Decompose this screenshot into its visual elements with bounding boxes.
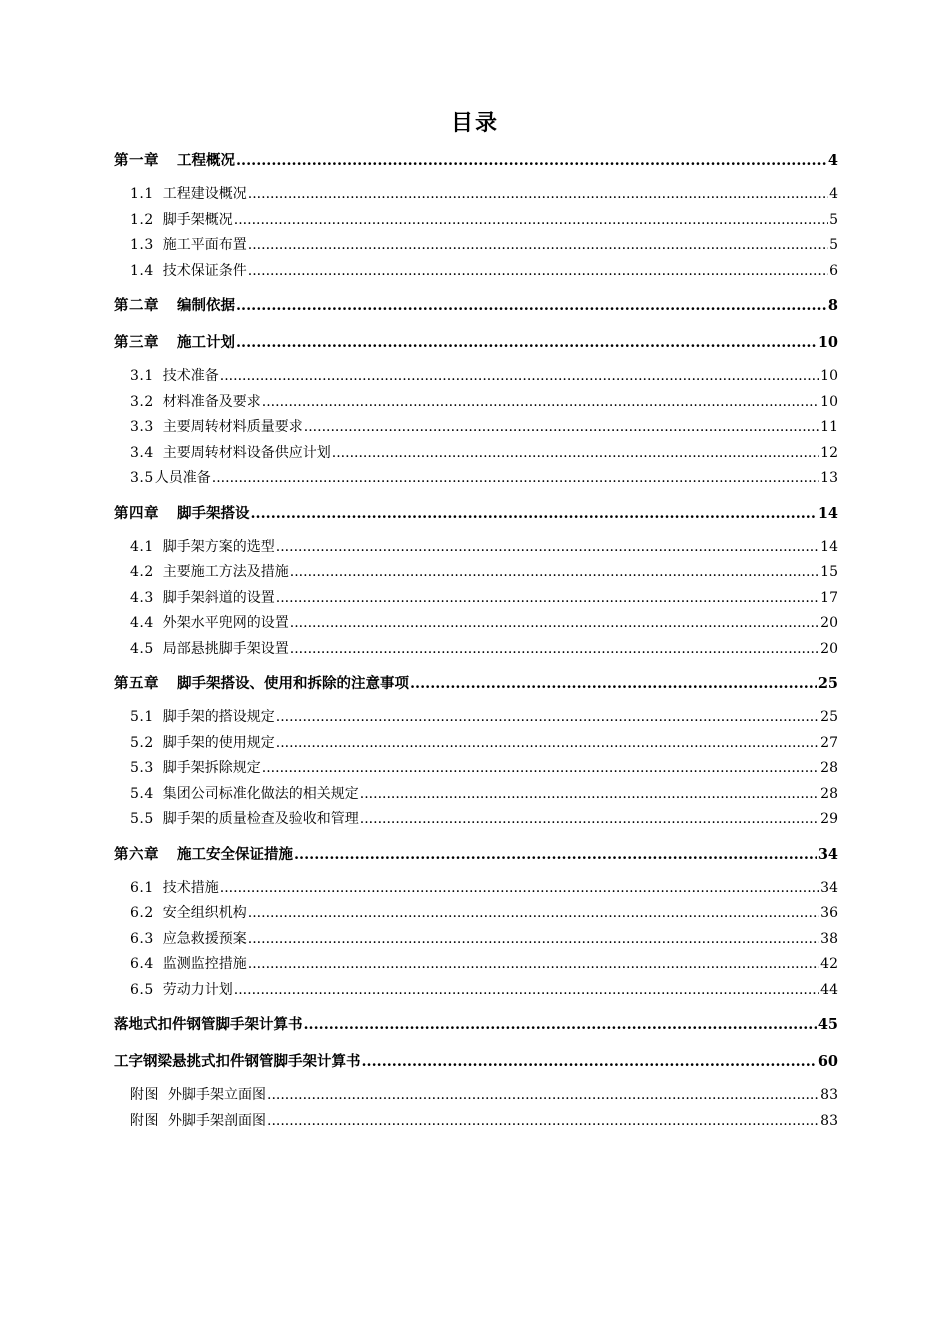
toc-entry-label: 施工计划	[177, 334, 235, 351]
toc-entry-label: 外架水平兜网的设置	[162, 615, 289, 631]
toc-dot-leader	[220, 364, 819, 390]
toc-section-entry[interactable]	[114, 586, 838, 612]
toc-dot-leader	[410, 671, 817, 697]
toc-dot-leader	[290, 611, 819, 637]
toc-entry-number: 4.4	[130, 615, 154, 631]
toc-entry-number: 4.5	[130, 640, 154, 657]
toc-page-number: 10	[820, 368, 838, 384]
toc-section-entry[interactable]	[114, 901, 838, 927]
toc-entry-label: 材料准备及要求	[162, 393, 261, 410]
toc-entry-number: 5.3	[130, 760, 154, 776]
toc-entry-label: 脚手架概况	[162, 211, 233, 228]
toc-chapter-entry[interactable]	[114, 1012, 838, 1038]
toc-page-number: 29	[820, 811, 838, 827]
toc-entry-label: 外脚手架立面图	[168, 1087, 266, 1103]
toc-section-entry[interactable]	[114, 782, 838, 808]
toc-page-number: 10	[817, 334, 838, 351]
toc-section-entry[interactable]	[114, 807, 838, 833]
toc-page-number: 17	[820, 589, 838, 606]
toc-page-number: 10	[820, 393, 838, 410]
toc-page-number: 13	[820, 470, 838, 486]
toc-entry-number: 3.4	[130, 444, 154, 461]
toc-dot-leader	[248, 927, 819, 953]
toc-entry-label: 局部悬挑脚手架设置	[162, 640, 289, 657]
toc-entry-label: 外脚手架剖面图	[168, 1112, 266, 1129]
toc-entry-number: 6.2	[130, 905, 154, 921]
toc-entry-number: 4.2	[130, 564, 154, 580]
toc-chapter-entry[interactable]	[114, 293, 838, 319]
toc-page-number: 5	[829, 237, 838, 253]
toc-page-number: 14	[820, 538, 838, 555]
toc-chapter-entry[interactable]	[114, 671, 838, 697]
toc-page-number: 20	[820, 615, 838, 631]
toc-entry-number: 1.3	[130, 237, 154, 253]
toc-page-number: 12	[820, 444, 838, 461]
toc-section-entry[interactable]	[114, 415, 838, 441]
toc-chapter-entry[interactable]	[114, 1049, 838, 1075]
toc-entry-number: 5.1	[130, 709, 154, 725]
toc-page-number: 5	[829, 211, 838, 228]
toc-page-number: 34	[817, 845, 838, 863]
toc-dot-leader	[262, 756, 819, 782]
toc-entry-label: 技术准备	[162, 368, 219, 384]
toc-entry-label: 脚手架的使用规定	[162, 734, 275, 751]
toc-dot-leader	[294, 842, 817, 868]
toc-entry-label: 劳动力计划	[162, 981, 233, 998]
toc-section-entry[interactable]	[114, 259, 838, 285]
toc-entry-label: 集团公司标准化做法的相关规定	[162, 785, 359, 802]
toc-entry-number: 第六章	[114, 845, 159, 863]
toc-dot-leader	[332, 441, 819, 467]
toc-entry-label: 施工平面布置	[162, 237, 247, 253]
toc-page-number: 14	[817, 504, 838, 522]
toc-dot-leader	[220, 876, 819, 902]
toc-dot-leader	[360, 782, 819, 808]
toc-page-number: 34	[820, 879, 838, 896]
toc-entry-number: 4.3	[130, 589, 154, 606]
toc-page-number: 4	[829, 186, 838, 202]
toc-section-entry[interactable]	[114, 466, 838, 492]
toc-section-entry[interactable]	[114, 637, 838, 663]
toc-page-number: 44	[820, 981, 838, 998]
toc-entry-label: 脚手架搭设、使用和拆除的注意事项	[177, 675, 409, 692]
toc-page-number: 83	[820, 1112, 838, 1129]
toc-dot-leader	[248, 952, 819, 978]
toc-chapter-entry[interactable]	[114, 330, 838, 356]
toc-section-entry[interactable]	[114, 1083, 838, 1109]
toc-entry-label: 脚手架斜道的设置	[162, 589, 275, 606]
toc-entry-number: 5.4	[130, 785, 154, 802]
toc-entry-number: 3.2	[130, 393, 154, 410]
toc-entry-label: 脚手架拆除规定	[162, 760, 261, 776]
toc-page-number: 25	[817, 675, 838, 692]
toc-section-entry[interactable]	[114, 756, 838, 782]
toc-section-entry[interactable]	[114, 876, 838, 902]
toc-dot-leader	[234, 978, 819, 1004]
toc-entry-label: 安全组织机构	[162, 905, 247, 921]
toc-section-entry[interactable]	[114, 560, 838, 586]
toc-entry-number: 5.5	[130, 811, 154, 827]
toc-entry-number: 1.1	[130, 186, 154, 202]
toc-dot-leader	[236, 148, 827, 174]
toc-entry-number: 1.4	[130, 262, 154, 279]
toc-entry-number: 第三章	[114, 334, 159, 351]
page-title: 目录	[450, 110, 499, 136]
toc-page-number: 60	[817, 1053, 838, 1070]
toc-entry-number: 5.2	[130, 734, 154, 751]
table-of-contents	[114, 148, 838, 1134]
toc-section-entry[interactable]	[114, 978, 838, 1004]
toc-section-entry[interactable]	[114, 927, 838, 953]
toc-dot-leader	[360, 807, 819, 833]
toc-dot-leader	[248, 259, 828, 285]
toc-page-number: 28	[820, 785, 838, 802]
toc-dot-leader	[248, 182, 828, 208]
toc-entry-number: 6.1	[130, 879, 154, 896]
toc-entry-label: 主要周转材料质量要求	[162, 419, 303, 435]
toc-dot-leader	[276, 535, 819, 561]
toc-page-number: 28	[820, 760, 838, 776]
toc-dot-leader	[262, 390, 819, 416]
toc-dot-leader	[362, 1049, 817, 1075]
toc-entry-label: 主要周转材料设备供应计划	[162, 444, 331, 461]
toc-page-number: 83	[820, 1087, 838, 1103]
toc-entry-number: 附图	[130, 1087, 159, 1103]
toc-section-entry[interactable]	[114, 731, 838, 757]
toc-entry-label: 工程建设概况	[162, 186, 247, 202]
toc-entry-label: 脚手架方案的选型	[162, 538, 275, 555]
toc-entry-number: 6.4	[130, 956, 154, 972]
toc-section-entry[interactable]	[114, 182, 838, 208]
toc-section-entry[interactable]	[114, 611, 838, 637]
toc-entry-number: 第五章	[114, 675, 159, 692]
toc-entry-label: 脚手架的质量检查及验收和管理	[162, 811, 359, 827]
toc-entry-label: 工字钢梁悬挑式扣件钢管脚手架计算书	[114, 1053, 361, 1070]
toc-page-number: 8	[827, 297, 838, 314]
toc-section-entry[interactable]	[114, 441, 838, 467]
toc-entry-number: 第四章	[114, 504, 159, 522]
toc-dot-leader	[304, 415, 819, 441]
toc-entry-label: 主要施工方法及措施	[162, 564, 289, 580]
toc-section-entry[interactable]	[114, 233, 838, 259]
toc-dot-leader	[236, 330, 817, 356]
toc-page-number: 20	[820, 640, 838, 657]
toc-section-entry[interactable]	[114, 364, 838, 390]
toc-entry-label: 编制依据	[177, 297, 235, 314]
toc-entry-label: 工程概况	[177, 152, 235, 169]
toc-entry-number: 4.1	[130, 538, 154, 555]
toc-dot-leader	[290, 637, 819, 663]
toc-entry-number: 第二章	[114, 297, 159, 314]
toc-dot-leader	[212, 466, 819, 492]
toc-entry-label: 应急救援预案	[162, 930, 247, 947]
toc-dot-leader	[267, 1083, 819, 1109]
toc-page-number: 11	[820, 419, 838, 435]
toc-section-entry[interactable]	[114, 208, 838, 234]
toc-entry-label: 人员准备	[154, 470, 211, 486]
toc-page-number: 6	[829, 262, 838, 279]
toc-dot-leader	[276, 731, 819, 757]
toc-chapter-entry[interactable]	[114, 501, 838, 527]
toc-dot-leader	[251, 501, 817, 527]
toc-dot-leader	[248, 901, 819, 927]
toc-entry-number: 第一章	[114, 152, 159, 169]
toc-page-number: 25	[820, 709, 838, 725]
toc-dot-leader	[276, 705, 819, 731]
toc-entry-number: 6.3	[130, 930, 154, 947]
toc-entry-number: 3.5	[130, 470, 154, 486]
toc-dot-leader	[304, 1012, 817, 1038]
toc-entry-label: 脚手架搭设	[177, 504, 250, 522]
toc-section-entry[interactable]	[114, 390, 838, 416]
toc-dot-leader	[236, 293, 827, 319]
toc-entry-number: 3.3	[130, 419, 154, 435]
toc-entry-label: 脚手架的搭设规定	[162, 709, 275, 725]
toc-entry-number: 附图	[130, 1112, 159, 1129]
toc-page-number: 15	[820, 564, 838, 580]
toc-section-entry[interactable]	[114, 952, 838, 978]
toc-entry-label: 技术保证条件	[162, 262, 247, 279]
toc-dot-leader	[290, 560, 819, 586]
toc-page-number: 4	[827, 152, 838, 169]
toc-section-entry[interactable]	[114, 705, 838, 731]
toc-entry-label: 施工安全保证措施	[177, 845, 293, 863]
toc-dot-leader	[234, 208, 828, 234]
toc-entry-label: 监测监控措施	[162, 956, 247, 972]
toc-page-number: 42	[820, 956, 838, 972]
toc-entry-number: 6.5	[130, 981, 154, 998]
toc-page-number: 45	[817, 1016, 838, 1033]
toc-chapter-entry[interactable]	[114, 148, 838, 174]
toc-entry-label: 技术措施	[162, 879, 219, 896]
toc-chapter-entry[interactable]	[114, 842, 838, 868]
toc-page-number: 36	[820, 905, 838, 921]
toc-dot-leader	[267, 1109, 819, 1135]
toc-entry-number: 1.2	[130, 211, 154, 228]
toc-section-entry[interactable]	[114, 1109, 838, 1135]
toc-dot-leader	[276, 586, 819, 612]
toc-entry-label: 落地式扣件钢管脚手架计算书	[114, 1016, 303, 1033]
toc-section-entry[interactable]	[114, 535, 838, 561]
toc-page-number: 27	[820, 734, 838, 751]
toc-entry-number: 3.1	[130, 368, 154, 384]
toc-dot-leader	[248, 233, 828, 259]
toc-page-number: 38	[820, 930, 838, 947]
